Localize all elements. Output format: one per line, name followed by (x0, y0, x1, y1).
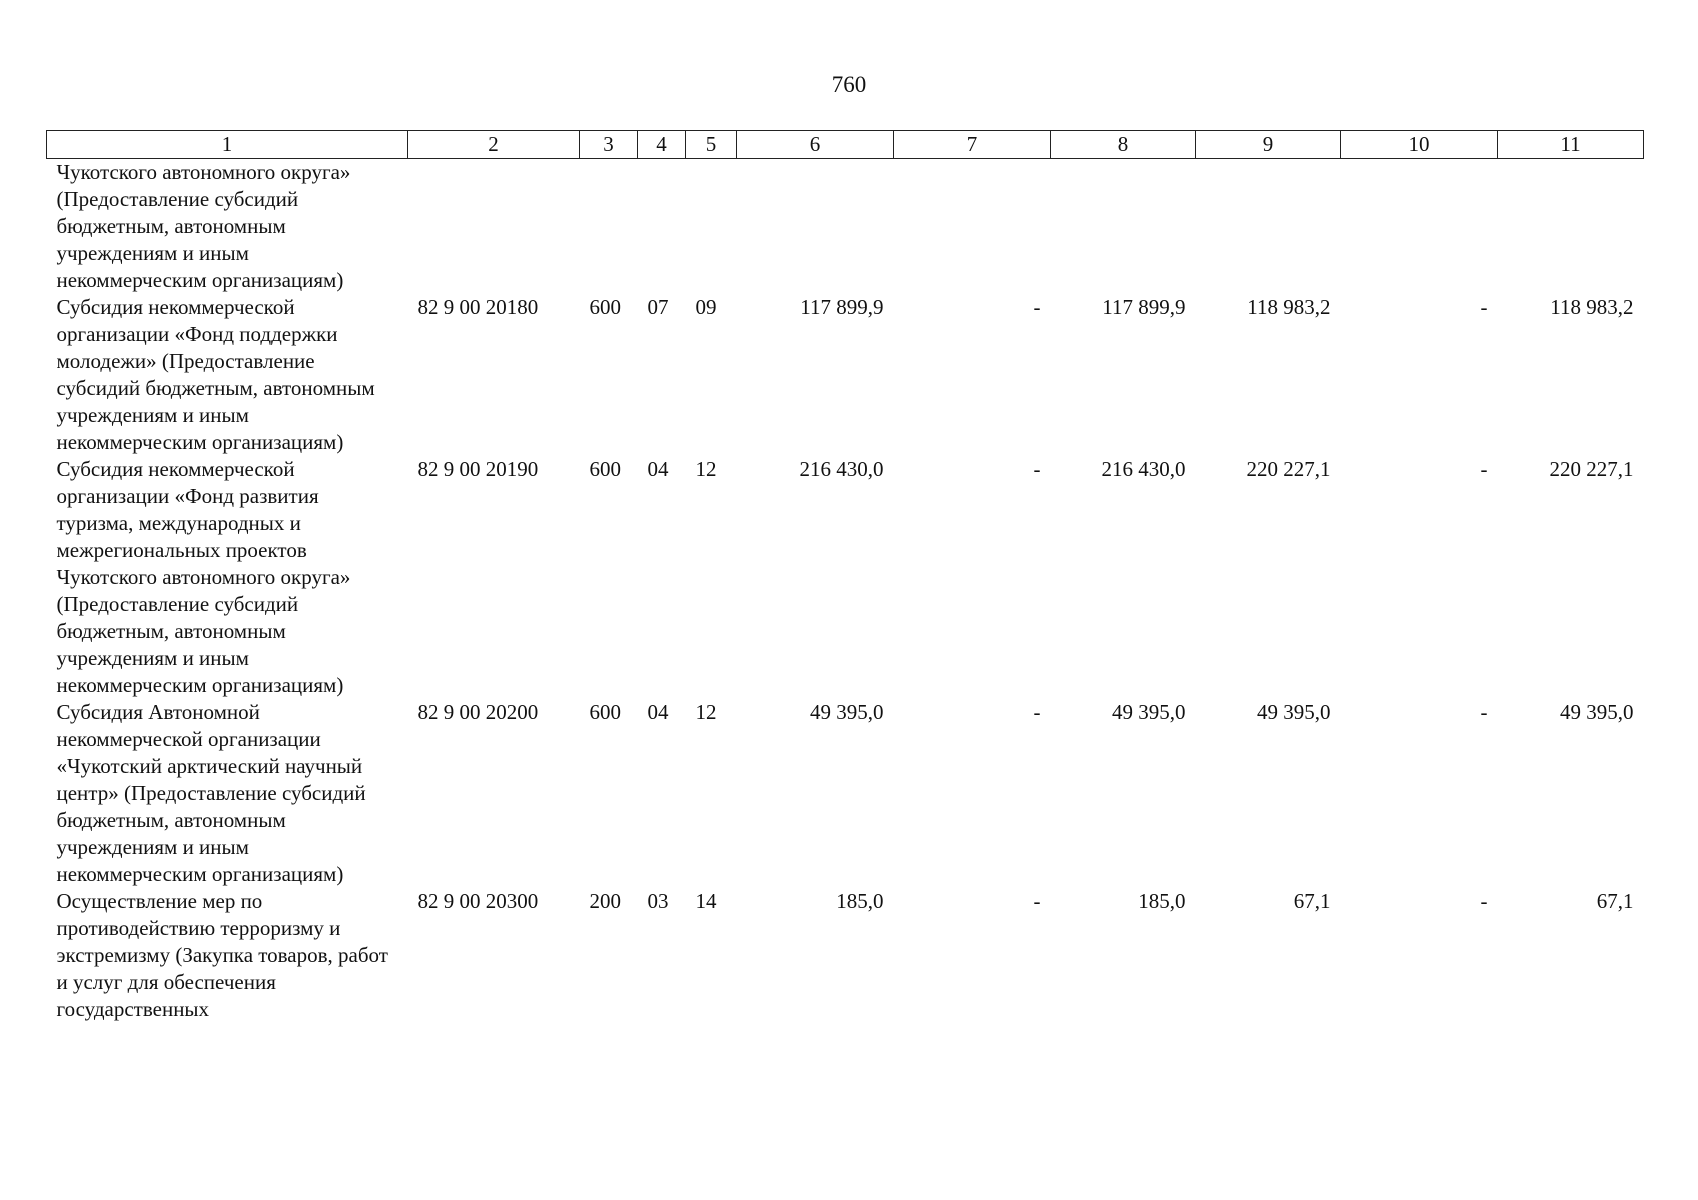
target-article-code (408, 159, 580, 295)
column-header: 5 (686, 131, 737, 159)
row-description: Чукотского автономного округа» (Предоставление субсидий бюджетным, автономным учреждениям и иным некоммерческим организациям) (56, 160, 351, 292)
amount-col-9: 67,1 (1293, 889, 1331, 913)
table-row (47, 699, 1644, 888)
amount-col-8: 117 899,9 (1102, 295, 1186, 319)
amount-col-7: - (1033, 700, 1041, 724)
expense-type-code: 600 (589, 700, 621, 724)
amount-col-10: - (1480, 457, 1488, 481)
column-header: 3 (580, 131, 638, 159)
column-header: 6 (737, 131, 894, 159)
target-article-code: 82 9 00 20200 (417, 700, 539, 724)
target-article-code: 82 9 00 20180 (417, 295, 539, 319)
target-article-code: 82 9 00 20300 (417, 889, 539, 913)
table-row (47, 456, 1644, 699)
expense-type-code: 200 (589, 889, 621, 913)
column-header: 8 (1051, 131, 1196, 159)
amount-col-9 (1196, 159, 1341, 295)
column-header: 2 (408, 131, 580, 159)
row-description: Субсидия некоммерческой организации «Фонд поддержки молодежи» (Предоставление субсидий бюджетным, автономным учреждениям и иным некоммерческим организациям) (56, 295, 375, 454)
amount-col-8: 185,0 (1138, 889, 1186, 913)
subsection-code: 09 (695, 295, 717, 319)
column-header: 4 (638, 131, 686, 159)
amount-col-11: 49 395,0 (1560, 700, 1634, 724)
amount-col-7 (894, 159, 1051, 295)
amount-col-10: - (1480, 889, 1488, 913)
amount-col-8 (1051, 159, 1196, 295)
amount-col-6: 185,0 (836, 889, 884, 913)
column-header: 11 (1498, 131, 1644, 159)
amount-col-10 (1341, 159, 1498, 295)
row-description: Субсидия Автономной некоммерческой организации «Чукотский арктический научный центр» (Предоставление субсидий бюджетным, автономным учреждениям и иным некоммерческим организациям) (56, 700, 366, 886)
amount-col-7: - (1033, 889, 1041, 913)
amount-col-6: 49 395,0 (810, 700, 884, 724)
amount-col-9: 49 395,0 (1257, 700, 1331, 724)
amount-col-9: 118 983,2 (1247, 295, 1331, 319)
section-code: 03 (647, 889, 669, 913)
table-row (47, 888, 1644, 1023)
expense-type-code: 600 (589, 295, 621, 319)
amount-col-6: 216 430,0 (799, 457, 884, 481)
amount-col-10: - (1480, 295, 1488, 319)
column-number-row (47, 131, 1644, 159)
section-code: 04 (647, 457, 669, 481)
page-number: 760 (831, 72, 867, 97)
amount-col-11: 118 983,2 (1550, 295, 1634, 319)
section-code: 04 (647, 700, 669, 724)
amount-col-7: - (1033, 457, 1041, 481)
expense-type-code (580, 159, 638, 295)
section-code (638, 159, 686, 295)
amount-col-9: 220 227,1 (1246, 457, 1331, 481)
expense-type-code: 600 (589, 457, 621, 481)
target-article-code: 82 9 00 20190 (417, 457, 539, 481)
column-header: 9 (1196, 131, 1341, 159)
amount-col-7: - (1033, 295, 1041, 319)
column-header: 10 (1341, 131, 1498, 159)
section-code: 07 (647, 295, 669, 319)
amount-col-11: 220 227,1 (1549, 457, 1634, 481)
column-header: 1 (47, 131, 408, 159)
amount-col-11: 67,1 (1596, 889, 1634, 913)
subsection-code: 14 (695, 889, 717, 913)
table-row (47, 294, 1644, 456)
amount-col-8: 216 430,0 (1101, 457, 1186, 481)
column-header: 7 (894, 131, 1051, 159)
subsection-code (686, 159, 737, 295)
amount-col-8: 49 395,0 (1112, 700, 1186, 724)
amount-col-6 (737, 159, 894, 295)
subsection-code: 12 (695, 700, 717, 724)
amount-col-11 (1498, 159, 1644, 295)
table-row (47, 159, 1644, 295)
amount-col-6: 117 899,9 (800, 295, 884, 319)
budget-table (46, 130, 1644, 1023)
amount-col-10: - (1480, 700, 1488, 724)
subsection-code: 12 (695, 457, 717, 481)
row-description: Осуществление мер по противодействию терроризму и экстремизму (Закупка товаров, работ и услуг для обеспечения государственных (56, 889, 388, 1021)
row-description: Субсидия некоммерческой организации «Фонд развития туризма, международных и межрегиональных проектов Чукотского автономного округа» (Предоставление субсидий бюджетным, автономным учреждениям и иным некоммерческим организациям) (56, 457, 351, 697)
